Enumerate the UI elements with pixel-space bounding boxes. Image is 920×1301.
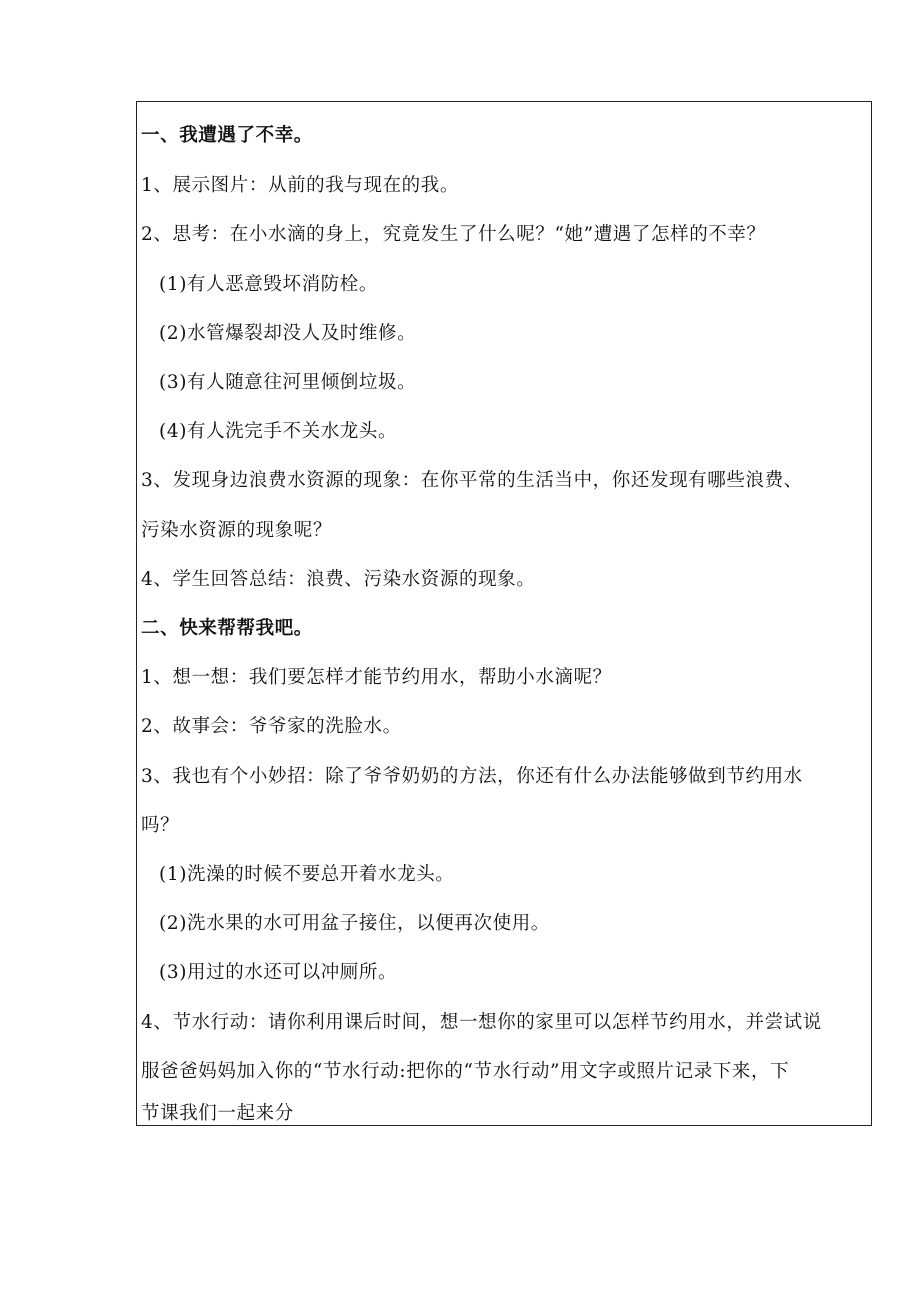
list-item: (2)洗水果的水可用盆子接住，以便再次使用。 bbox=[159, 913, 550, 934]
text-line: 3、发现身边浪费水资源的现象：在你平常的生活当中，你还发现有哪些浪费、 bbox=[141, 470, 803, 491]
text-line: 3、我也有个小妙招：除了爷爷奶奶的方法，你还有什么办法能够做到节约用水 bbox=[141, 766, 803, 787]
text-line: 服爸爸妈妈加入你的“节水行动:把你的“节水行动”用文字或照片记录下来，下 bbox=[141, 1061, 790, 1082]
section-heading-2: 二、快来帮帮我吧。 bbox=[141, 618, 313, 639]
text-line: 4、节水行动：请你利用课后时间，想一想你的家里可以怎样节约用水，并尝试说 bbox=[141, 1012, 822, 1033]
text-line: 1、想一想：我们要怎样才能节约用水，帮助小水滴呢？ bbox=[141, 667, 612, 688]
list-item: (3)用过的水还可以冲厕所。 bbox=[159, 962, 398, 983]
section-heading-1: 一、我遭遇了不幸。 bbox=[141, 125, 313, 146]
text-line: 1、展示图片：从前的我与现在的我。 bbox=[141, 175, 459, 196]
text-line: 吗？ bbox=[141, 815, 180, 836]
text-line: 节课我们一起来分 bbox=[141, 1103, 294, 1124]
list-item: (2)水管爆裂却没人及时维修。 bbox=[159, 323, 417, 344]
list-item: (3)有人随意往河里倾倒垃圾。 bbox=[159, 372, 417, 393]
list-item: (1)有人恶意毁坏消防栓。 bbox=[159, 274, 379, 295]
document-table-cell bbox=[136, 101, 872, 1126]
list-item: (1)洗澡的时候不要总开着水龙头。 bbox=[159, 864, 455, 885]
list-item: (4)有人洗完手不关水龙头。 bbox=[159, 421, 398, 442]
text-line: 污染水资源的现象呢？ bbox=[141, 520, 333, 541]
text-line: 2、思考：在小水滴的身上，究竟发生了什么呢？“她”遭遇了怎样的不幸？ bbox=[141, 224, 766, 245]
text-line: 2、故事会：爷爷家的洗脸水。 bbox=[141, 716, 402, 737]
text-line: 4、学生回答总结：浪费、污染水资源的现象。 bbox=[141, 569, 536, 590]
